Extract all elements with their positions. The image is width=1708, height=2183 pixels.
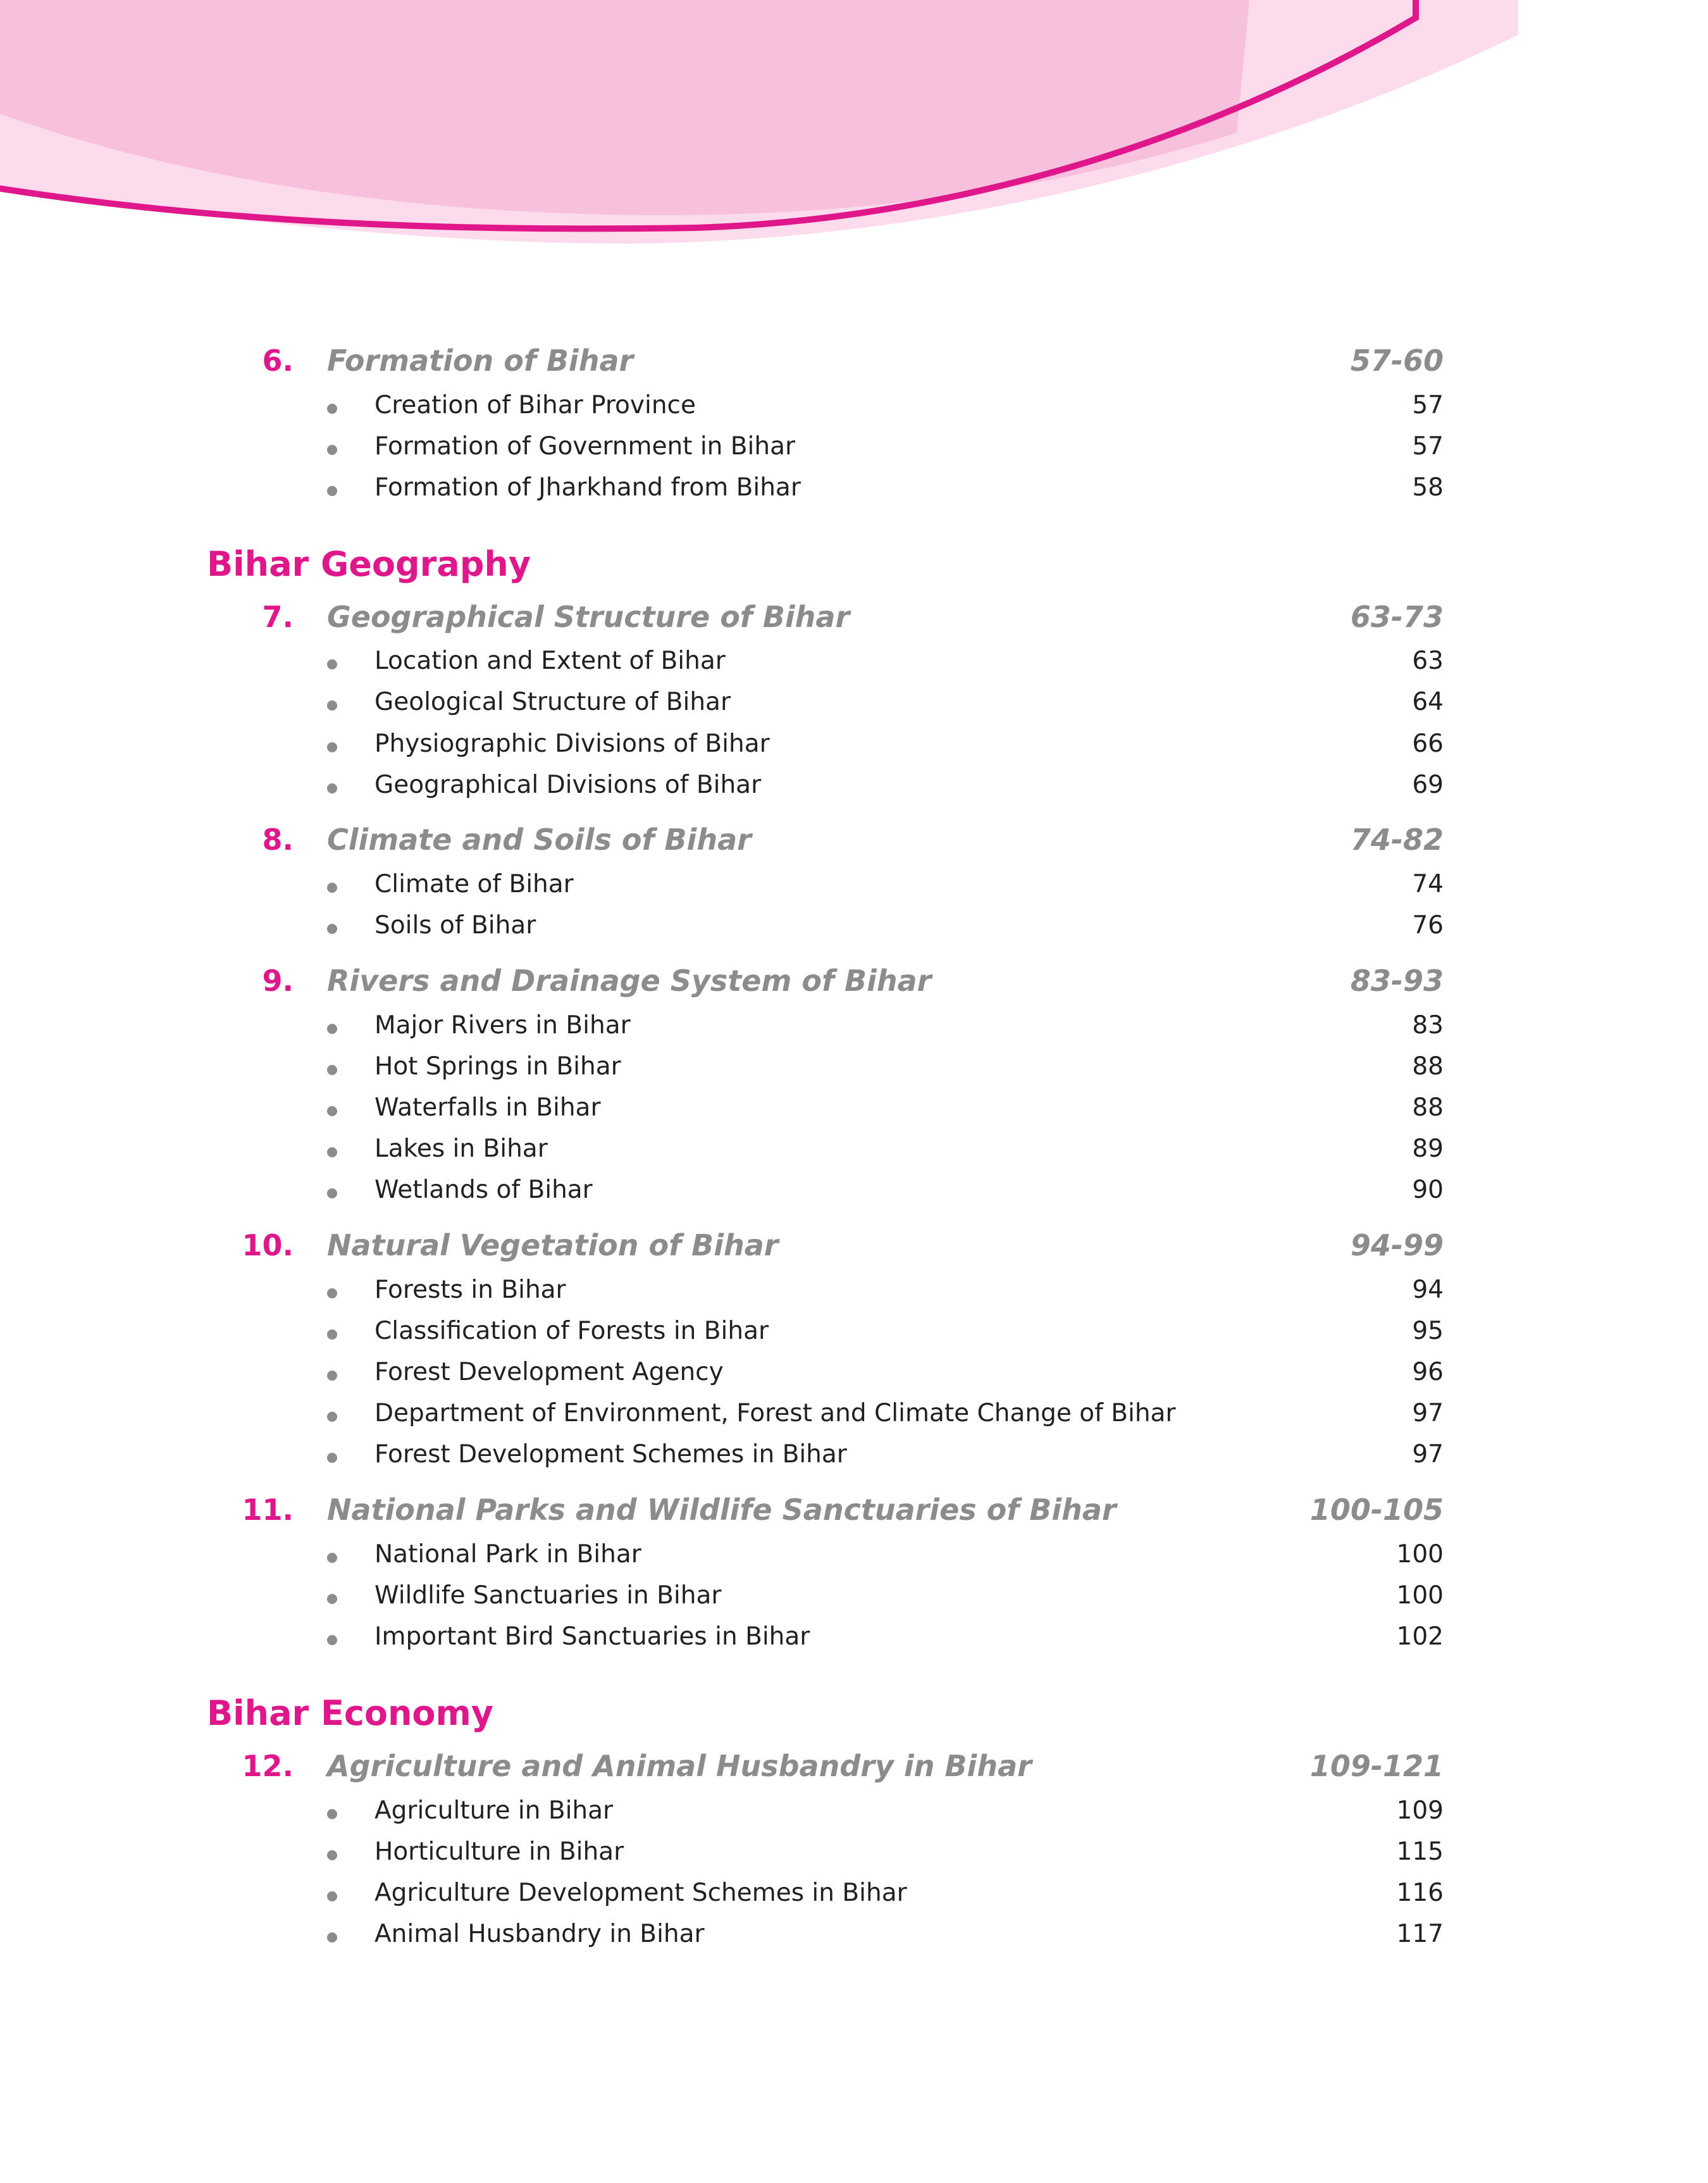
topic-page-number: 66 — [1412, 730, 1444, 758]
bullet-icon — [327, 1594, 337, 1604]
topic-label: Department of Environment, Forest and Climate Change of Bihar — [374, 1399, 1176, 1427]
topic-row[interactable] — [0, 911, 1708, 947]
topic-page-number: 89 — [1412, 1135, 1444, 1163]
bullet-icon — [327, 924, 337, 934]
topic-page-number: 97 — [1412, 1440, 1444, 1469]
topic-row[interactable] — [0, 870, 1708, 905]
chapter-row[interactable] — [0, 964, 1708, 1005]
header-swoosh-decoration — [0, 0, 1708, 266]
topic-row[interactable] — [0, 473, 1708, 509]
topic-page-number: 57 — [1412, 432, 1444, 461]
chapter-page-range: 83-93 — [1350, 964, 1444, 998]
chapter-number: 12. — [242, 1749, 294, 1783]
topic-label: Climate of Bihar — [374, 870, 574, 899]
topic-label: Agriculture Development Schemes in Bihar — [374, 1879, 907, 1907]
bullet-icon — [327, 1288, 337, 1298]
topic-row[interactable] — [0, 432, 1708, 468]
topic-label: Forests in Bihar — [374, 1276, 566, 1304]
bullet-icon — [327, 1147, 337, 1157]
chapter-number: 6. — [262, 344, 294, 378]
section-heading: Bihar Geography — [207, 544, 531, 584]
bullet-icon — [327, 1553, 337, 1563]
chapter-row[interactable] — [0, 1493, 1708, 1534]
chapter-row[interactable] — [0, 823, 1708, 864]
topic-label: Geological Structure of Bihar — [374, 688, 731, 716]
topic-label: Wildlife Sanctuaries in Bihar — [374, 1581, 722, 1610]
topic-row[interactable] — [0, 391, 1708, 426]
topic-label: Waterfalls in Bihar — [374, 1093, 601, 1122]
chapter-title: Natural Vegetation of Bihar — [327, 1228, 779, 1262]
chapter-number: 9. — [262, 964, 294, 998]
topic-label: Soils of Bihar — [374, 911, 536, 940]
topic-page-number: 97 — [1412, 1399, 1444, 1427]
topic-row[interactable] — [0, 688, 1708, 723]
topic-label: Formation of Jharkhand from Bihar — [374, 473, 801, 502]
topic-row[interactable] — [0, 1011, 1708, 1047]
topic-page-number: 69 — [1412, 771, 1444, 799]
topic-row[interactable] — [0, 1796, 1708, 1832]
chapter-title: Rivers and Drainage System of Bihar — [327, 964, 932, 998]
topic-page-number: 64 — [1412, 688, 1444, 716]
topic-row[interactable] — [0, 1052, 1708, 1088]
topic-page-number: 109 — [1396, 1796, 1444, 1825]
chapter-title: Geographical Structure of Bihar — [327, 600, 850, 634]
topic-page-number: 116 — [1396, 1879, 1444, 1907]
topic-row[interactable] — [0, 1838, 1708, 1873]
chapter-number: 10. — [242, 1228, 294, 1262]
section-heading: Bihar Economy — [207, 1693, 493, 1733]
topic-label: Geographical Divisions of Bihar — [374, 771, 762, 799]
chapter-page-range: 57-60 — [1350, 344, 1444, 378]
topic-page-number: 94 — [1412, 1276, 1444, 1304]
bullet-icon — [327, 700, 337, 711]
bullet-icon — [327, 1635, 337, 1645]
topic-page-number: 100 — [1396, 1540, 1444, 1569]
topic-label: Important Bird Sanctuaries in Bihar — [374, 1622, 810, 1651]
topic-label: Forest Development Agency — [374, 1358, 724, 1386]
chapter-row[interactable] — [0, 344, 1708, 385]
topic-label: Wetlands of Bihar — [374, 1176, 593, 1204]
chapter-page-range: 109-121 — [1309, 1749, 1444, 1783]
bullet-icon — [327, 883, 337, 893]
bullet-icon — [327, 659, 337, 669]
chapter-title: National Parks and Wildlife Sanctuaries of Bihar — [327, 1493, 1117, 1527]
bullet-icon — [327, 445, 337, 455]
topic-label: Creation of Bihar Province — [374, 391, 696, 420]
topic-page-number: 74 — [1412, 870, 1444, 899]
bullet-icon — [327, 1188, 337, 1198]
topic-label: Formation of Government in Bihar — [374, 432, 796, 461]
chapter-title: Formation of Bihar — [327, 344, 634, 378]
bullet-icon — [327, 1850, 337, 1860]
bullet-icon — [327, 404, 337, 414]
topic-row[interactable] — [0, 730, 1708, 765]
bullet-icon — [327, 1891, 337, 1901]
topic-page-number: 88 — [1412, 1093, 1444, 1122]
topic-label: National Park in Bihar — [374, 1540, 641, 1569]
bullet-icon — [327, 1453, 337, 1463]
topic-row[interactable] — [0, 1176, 1708, 1211]
chapter-title: Climate and Soils of Bihar — [327, 823, 752, 857]
topic-label: Physiographic Divisions of Bihar — [374, 730, 770, 758]
bullet-icon — [327, 1065, 337, 1075]
topic-page-number: 83 — [1412, 1011, 1444, 1040]
topic-page-number: 63 — [1412, 647, 1444, 675]
topic-row[interactable] — [0, 1317, 1708, 1352]
topic-page-number: 96 — [1412, 1358, 1444, 1386]
chapter-row[interactable] — [0, 600, 1708, 642]
topic-row[interactable] — [0, 1358, 1708, 1393]
topic-row[interactable] — [0, 1879, 1708, 1914]
topic-row[interactable] — [0, 1135, 1708, 1170]
topic-page-number: 115 — [1396, 1838, 1444, 1866]
topic-page-number: 58 — [1412, 473, 1444, 502]
topic-row[interactable] — [0, 647, 1708, 682]
topic-row[interactable] — [0, 1622, 1708, 1658]
topic-row[interactable] — [0, 1276, 1708, 1311]
topic-page-number: 102 — [1396, 1622, 1444, 1651]
topic-row[interactable] — [0, 1581, 1708, 1617]
chapter-number: 8. — [262, 823, 294, 857]
topic-row[interactable] — [0, 1540, 1708, 1576]
topic-page-number: 57 — [1412, 391, 1444, 420]
topic-label: Animal Husbandry in Bihar — [374, 1920, 705, 1948]
chapter-row[interactable] — [0, 1228, 1708, 1270]
topic-page-number: 76 — [1412, 911, 1444, 940]
topic-page-number: 88 — [1412, 1052, 1444, 1081]
topic-row[interactable] — [0, 1920, 1708, 1955]
chapter-page-range: 63-73 — [1350, 600, 1444, 634]
topic-page-number: 100 — [1396, 1581, 1444, 1610]
bullet-icon — [327, 742, 337, 752]
topic-label: Horticulture in Bihar — [374, 1838, 624, 1866]
chapter-page-range: 100-105 — [1309, 1493, 1444, 1527]
topic-label: Major Rivers in Bihar — [374, 1011, 631, 1040]
topic-row[interactable] — [0, 1440, 1708, 1476]
topic-page-number: 90 — [1412, 1176, 1444, 1204]
topic-page-number: 95 — [1412, 1317, 1444, 1345]
topic-row[interactable] — [0, 771, 1708, 806]
topic-row[interactable] — [0, 1093, 1708, 1129]
bullet-icon — [327, 1106, 337, 1116]
chapter-number: 7. — [262, 600, 294, 634]
topic-page-number: 117 — [1396, 1920, 1444, 1948]
topic-label: Lakes in Bihar — [374, 1135, 548, 1163]
chapter-number: 11. — [242, 1493, 294, 1527]
bullet-icon — [327, 1371, 337, 1381]
bullet-icon — [327, 1809, 337, 1819]
chapter-title: Agriculture and Animal Husbandry in Bihar — [327, 1749, 1032, 1783]
bullet-icon — [327, 783, 337, 793]
topic-label: Forest Development Schemes in Bihar — [374, 1440, 847, 1469]
topic-label: Hot Springs in Bihar — [374, 1052, 621, 1081]
chapter-row[interactable] — [0, 1749, 1708, 1791]
bullet-icon — [327, 1932, 337, 1943]
topic-label: Classification of Forests in Bihar — [374, 1317, 769, 1345]
bullet-icon — [327, 1412, 337, 1422]
bullet-icon — [327, 1329, 337, 1340]
topic-label: Agriculture in Bihar — [374, 1796, 614, 1825]
chapter-page-range: 74-82 — [1350, 823, 1444, 857]
chapter-page-range: 94-99 — [1350, 1228, 1444, 1262]
topic-row[interactable] — [0, 1399, 1708, 1434]
bullet-icon — [327, 1024, 337, 1034]
bullet-icon — [327, 486, 337, 496]
topic-label: Location and Extent of Bihar — [374, 647, 726, 675]
